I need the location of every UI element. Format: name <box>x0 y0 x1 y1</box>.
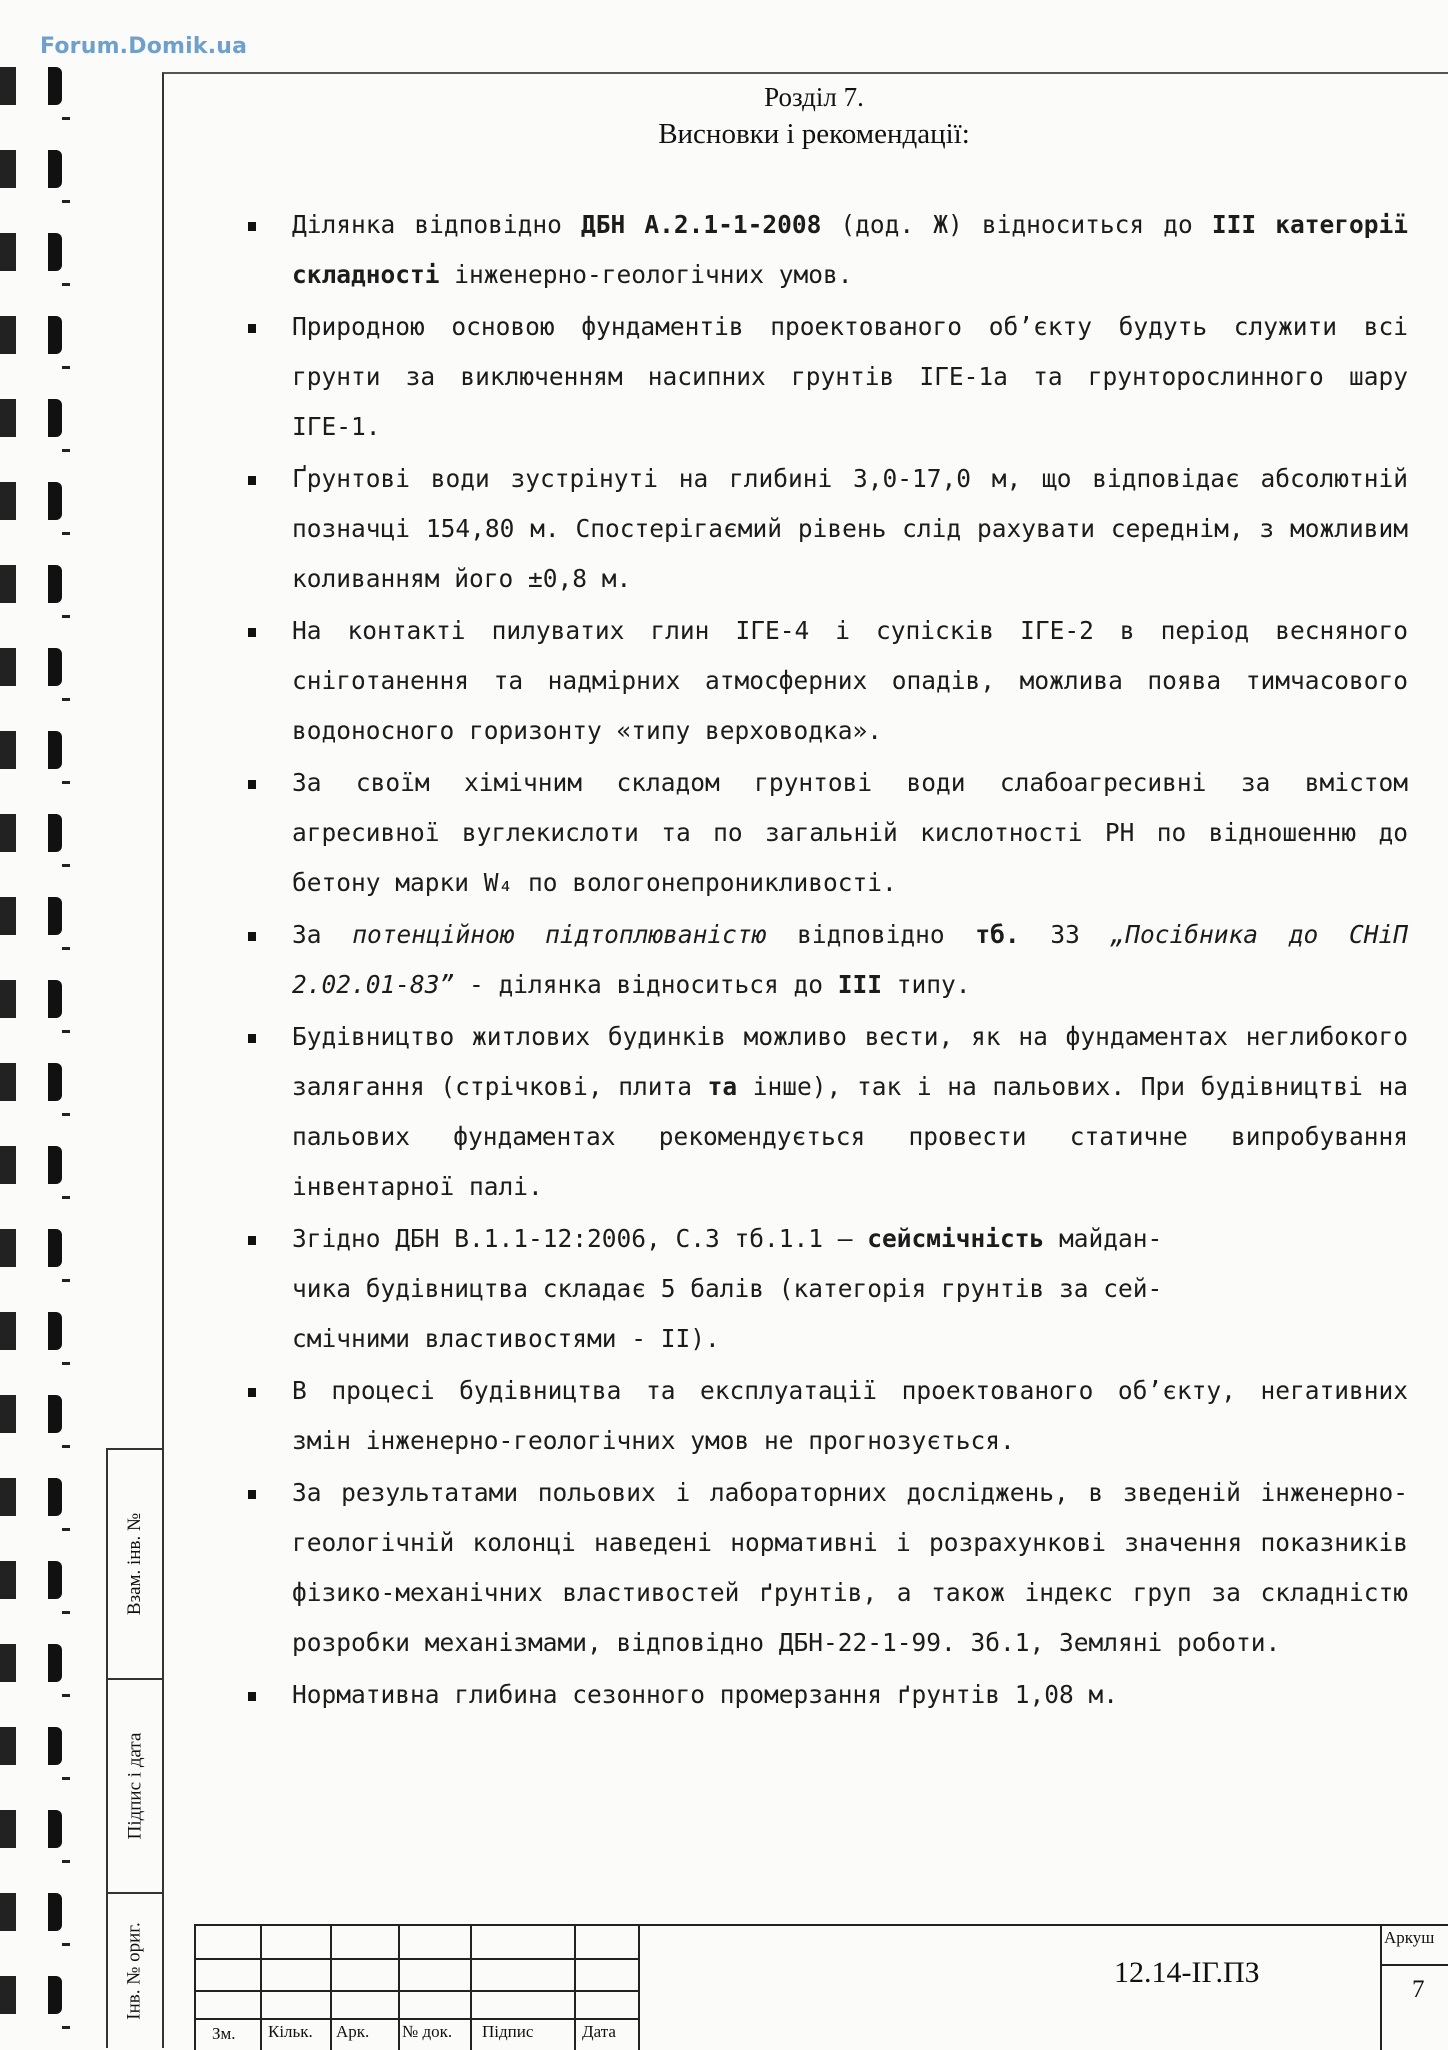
binding-ring <box>0 814 62 852</box>
binding-tick <box>62 1860 70 1863</box>
binding-ring <box>0 980 62 1018</box>
bullet-icon <box>248 932 256 941</box>
binding-ring <box>0 1229 62 1267</box>
binding-ring <box>0 233 62 271</box>
binding-tick <box>62 1362 70 1365</box>
bullet-icon <box>248 1490 256 1499</box>
section-heading: Розділ 7. <box>764 82 864 112</box>
binding-tick <box>62 1113 70 1116</box>
binding-ring <box>0 399 62 437</box>
binding-ring <box>0 482 62 520</box>
binding-tick <box>62 781 70 784</box>
binding-tick <box>62 532 70 535</box>
binding-tick <box>62 1694 70 1697</box>
binding-ring <box>0 1810 62 1848</box>
list-item-text: Ділянка відповідно ДБН А.2.1-1-2008 (дод. Ж) відноситься до III категорії складності інженерно-геологічних умов. <box>292 210 1408 289</box>
side-label-pidpys: Підпис і дата <box>124 1732 146 1840</box>
stamp-col-ark: Арк. <box>336 2022 370 2041</box>
binding-tick <box>62 698 70 701</box>
bullet-icon <box>248 476 256 485</box>
bullet-icon <box>248 1034 256 1043</box>
binding-ring <box>0 1395 62 1433</box>
list-item-text: За потенційною підтоплюваністю відповідно тб. 33 „Посібника до СНіП 2.02.01-83” - ділянка відноситься до III типу. <box>292 920 1408 999</box>
conclusions-list <box>248 200 1408 1722</box>
binding-ring <box>0 150 62 188</box>
binding-ring <box>0 1644 62 1682</box>
binding-tick <box>62 615 70 618</box>
list-item <box>248 1012 1408 1212</box>
binding-tick <box>62 2026 70 2029</box>
watermark-logo: Forum.Domik.ua <box>40 34 248 59</box>
list-item <box>248 1214 1408 1364</box>
bullet-icon <box>248 1388 256 1397</box>
binding-ring <box>0 1976 62 2014</box>
list-item-text: Будівництво житлових будинків можливо вести, як на фундаментах неглибокого залягання (стрічкові, плита та інше), так і на пальових. При будівництві на пальових фундаментах рекомендується провести статичне випробування інвентарної палі. <box>292 1022 1408 1201</box>
binding-ring <box>0 1893 62 1931</box>
list-item-text: В процесі будівництва та експлуатації проектованого об’єкту, негативних змін інженерно-геологічних умов не прогнозується. <box>292 1376 1408 1455</box>
binding-ring <box>0 1478 62 1516</box>
spiral-binding <box>0 55 80 2048</box>
stamp-col-pidpys: Підпис <box>482 2022 534 2041</box>
bullet-icon <box>248 628 256 637</box>
document-code: 12.14-ІГ.ПЗ <box>1114 1956 1260 1989</box>
binding-tick <box>62 366 70 369</box>
bullet-icon <box>248 1236 256 1245</box>
binding-tick <box>62 283 70 286</box>
list-item-text: На контакті пилуватих глин ІГЕ-4 і супісків ІГЕ-2 в період весняного сніготанення та надмірних атмосферних опадів, можлива поява тимчасового водоносного горизонту «типу верховодка». <box>292 616 1408 745</box>
bullet-icon <box>248 324 256 333</box>
binding-ring <box>0 316 62 354</box>
list-item-text: Згідно ДБН В.1.1-12:2006, С.3 тб.1.1 – сейсмічність майдан- чика будівництва складає 5 балів (категорія грунтів за сей- смічними властивостями - II). <box>292 1224 1163 1353</box>
binding-tick <box>62 200 70 203</box>
list-item-text: Ґрунтові води зустрінуті на глибині 3,0-17,0 м, що відповідає абсолютній позначці 154,80 м. Спостерігаємий рівень слід рахувати середнім, з можливим коливанням його ±0,8 м. <box>292 464 1408 593</box>
list-item <box>248 606 1408 756</box>
side-stamp <box>106 1448 162 2048</box>
list-item <box>248 1468 1408 1668</box>
list-item <box>248 302 1408 452</box>
binding-tick <box>62 1528 70 1531</box>
stamp-col-zm: Зм. <box>212 2024 236 2043</box>
binding-ring <box>0 1312 62 1350</box>
binding-ring <box>0 731 62 769</box>
binding-tick <box>62 947 70 950</box>
binding-ring <box>0 565 62 603</box>
binding-ring <box>0 648 62 686</box>
title-block <box>194 1924 1448 2048</box>
list-item <box>248 910 1408 1010</box>
list-item-text: Нормативна глибина сезонного промерзання ґрунтів 1,08 м. <box>292 1680 1119 1709</box>
list-item <box>248 1670 1408 1720</box>
list-item <box>248 758 1408 908</box>
sheet-label: Аркуш <box>1384 1928 1435 1947</box>
bullet-icon <box>248 1692 256 1701</box>
side-label-inv: Інв. № ориг. <box>124 1922 146 2020</box>
binding-tick <box>62 449 70 452</box>
binding-ring <box>0 1727 62 1765</box>
binding-tick <box>62 1030 70 1033</box>
list-item-text: Природною основою фундаментів проектованого об’єкту будуть служити всі грунти за виключенням насипних грунтів ІГЕ-1а та грунторослинного шару ІГЕ-1. <box>292 312 1408 441</box>
stamp-col-ndok: № док. <box>402 2022 453 2041</box>
binding-tick <box>62 1611 70 1614</box>
binding-ring <box>0 1561 62 1599</box>
binding-tick <box>62 1279 70 1282</box>
binding-tick <box>62 1943 70 1946</box>
side-label-vzam: Взам. інв. № <box>124 1512 145 1616</box>
side-cell-vzam <box>108 1448 162 1678</box>
side-cell-inv <box>108 1892 162 2048</box>
binding-ring <box>0 897 62 935</box>
list-item <box>248 1366 1408 1466</box>
side-cell-pidpys <box>108 1678 162 1892</box>
binding-tick <box>62 1777 70 1780</box>
binding-ring <box>0 1063 62 1101</box>
binding-tick <box>62 1196 70 1199</box>
bullet-icon <box>248 222 256 231</box>
list-item <box>248 454 1408 604</box>
stamp-col-kilk: Кільк. <box>268 2022 313 2041</box>
list-item-text: За результатами польових і лабораторних досліджень, в зведеній інженерно-геологічній колонці наведені нормативні і розрахункові значення показників фізико-механічних властивостей ґрунтів, а також індекс груп за складністю розробки механізмами, відповідно ДБН-22-1-99. Зб.1, Земляні роботи. <box>292 1478 1408 1657</box>
binding-ring <box>0 1146 62 1184</box>
list-item <box>248 200 1408 300</box>
binding-tick <box>62 864 70 867</box>
binding-tick <box>62 1445 70 1448</box>
bullet-icon <box>248 780 256 789</box>
stamp-col-data: Дата <box>582 2022 616 2041</box>
list-item-text: За своїм хімічним складом грунтові води слабоагресивні за вмістом агресивної вуглекислоти та по загальній кислотності РН по відношенню до бетону марки W₄ по вологонепроникливості. <box>292 768 1408 897</box>
page-title: Висновки і рекомендації: <box>658 118 970 150</box>
sheet-number: 7 <box>1412 1976 1425 2003</box>
